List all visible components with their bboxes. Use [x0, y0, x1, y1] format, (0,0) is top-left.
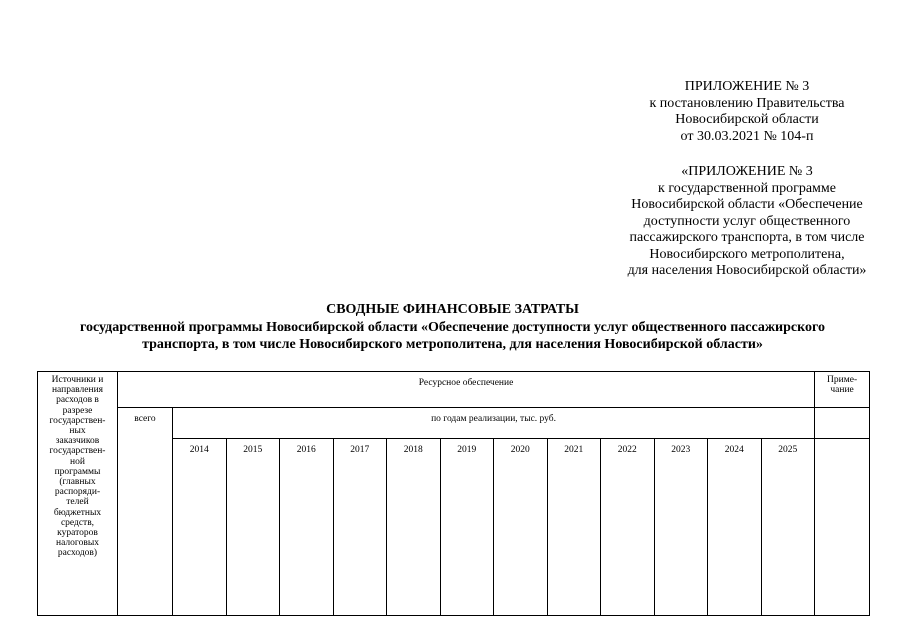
source-header-line: направления [51, 385, 104, 396]
financial-costs-table [37, 371, 870, 616]
by-years-header: по годам реализации, тыс. руб. [173, 408, 815, 439]
year-column-header: 2019 [440, 439, 494, 616]
source-header-line: разрезе [62, 405, 93, 416]
appendix-line: ПРИЛОЖЕНИЕ № 3 [684, 79, 810, 94]
source-header-line: ной [70, 456, 85, 467]
source-header-line: телей [66, 497, 89, 508]
source-header-line: расходов в [56, 395, 99, 406]
year-column-header: 2016 [280, 439, 334, 616]
appendix-line: к постановлению Правительства [649, 95, 845, 111]
source-header-line: Источники и [51, 375, 104, 385]
year-column-header: 2024 [708, 439, 762, 616]
source-header-line: кураторов [57, 528, 98, 539]
year-column-header: 2015 [226, 439, 280, 616]
source-column-header [38, 372, 118, 616]
source-header-line: государствен- [49, 446, 106, 457]
total-column-header: всего [118, 408, 173, 616]
year-column-header: 2014 [173, 439, 227, 616]
year-column-header: 2023 [654, 439, 708, 616]
appendix-line: пассажирского транспорта, в том числе [629, 230, 865, 245]
note-header-line: чание [830, 385, 854, 396]
resource-provision-header: Ресурсное обеспечение [118, 372, 815, 408]
source-header-line: бюджетных [53, 507, 102, 518]
appendix-header [612, 79, 882, 145]
appendix-line: к государственной программе [658, 180, 836, 196]
note-column-header [815, 372, 870, 408]
year-column-header: 2025 [761, 439, 815, 616]
source-header-line: государствен- [49, 415, 106, 426]
source-header-line: ных [69, 426, 86, 437]
source-header-line: расходов) [57, 548, 98, 559]
year-column-header: 2022 [601, 439, 655, 616]
appendix-line: от 30.03.2021 № 104-п [680, 128, 814, 144]
source-header-line: программы [54, 466, 101, 477]
program-appendix-header [597, 164, 897, 280]
appendix-line: Новосибирской области [675, 112, 819, 127]
year-column-header: 2020 [494, 439, 548, 616]
year-column-header: 2017 [333, 439, 387, 616]
appendix-line: Новосибирского метрополитена, [649, 246, 845, 262]
source-header-line: заказчиков [55, 436, 100, 447]
appendix-line: «ПРИЛОЖЕНИЕ № 3 [681, 164, 813, 179]
source-header-line: распоряди- [54, 487, 101, 498]
year-column-header: 2018 [387, 439, 441, 616]
appendix-line: для населения Новосибирской области» [627, 263, 867, 278]
source-header-line: (главных [59, 477, 96, 488]
note-header-line: Приме- [827, 375, 858, 385]
year-column-header: 2021 [547, 439, 601, 616]
document-title: СВОДНЫЕ ФИНАНСОВЫЕ ЗАТРАТЫ [326, 302, 579, 317]
document-subtitle-line: государственной программы Новосибирской области «Обеспечение доступности услуг общественного пассажирского [79, 320, 825, 335]
appendix-line: Новосибирской области «Обеспечение [631, 197, 863, 212]
note-cell [815, 408, 870, 439]
document-subtitle-line: транспорта, в том числе Новосибирского метрополитена, для населения Новосибирской области» [142, 337, 763, 352]
source-header-line: налоговых [56, 538, 99, 549]
note-cell [815, 439, 870, 616]
appendix-line: доступности услуг общественного [643, 213, 851, 229]
source-header-line: средств, [60, 517, 95, 528]
